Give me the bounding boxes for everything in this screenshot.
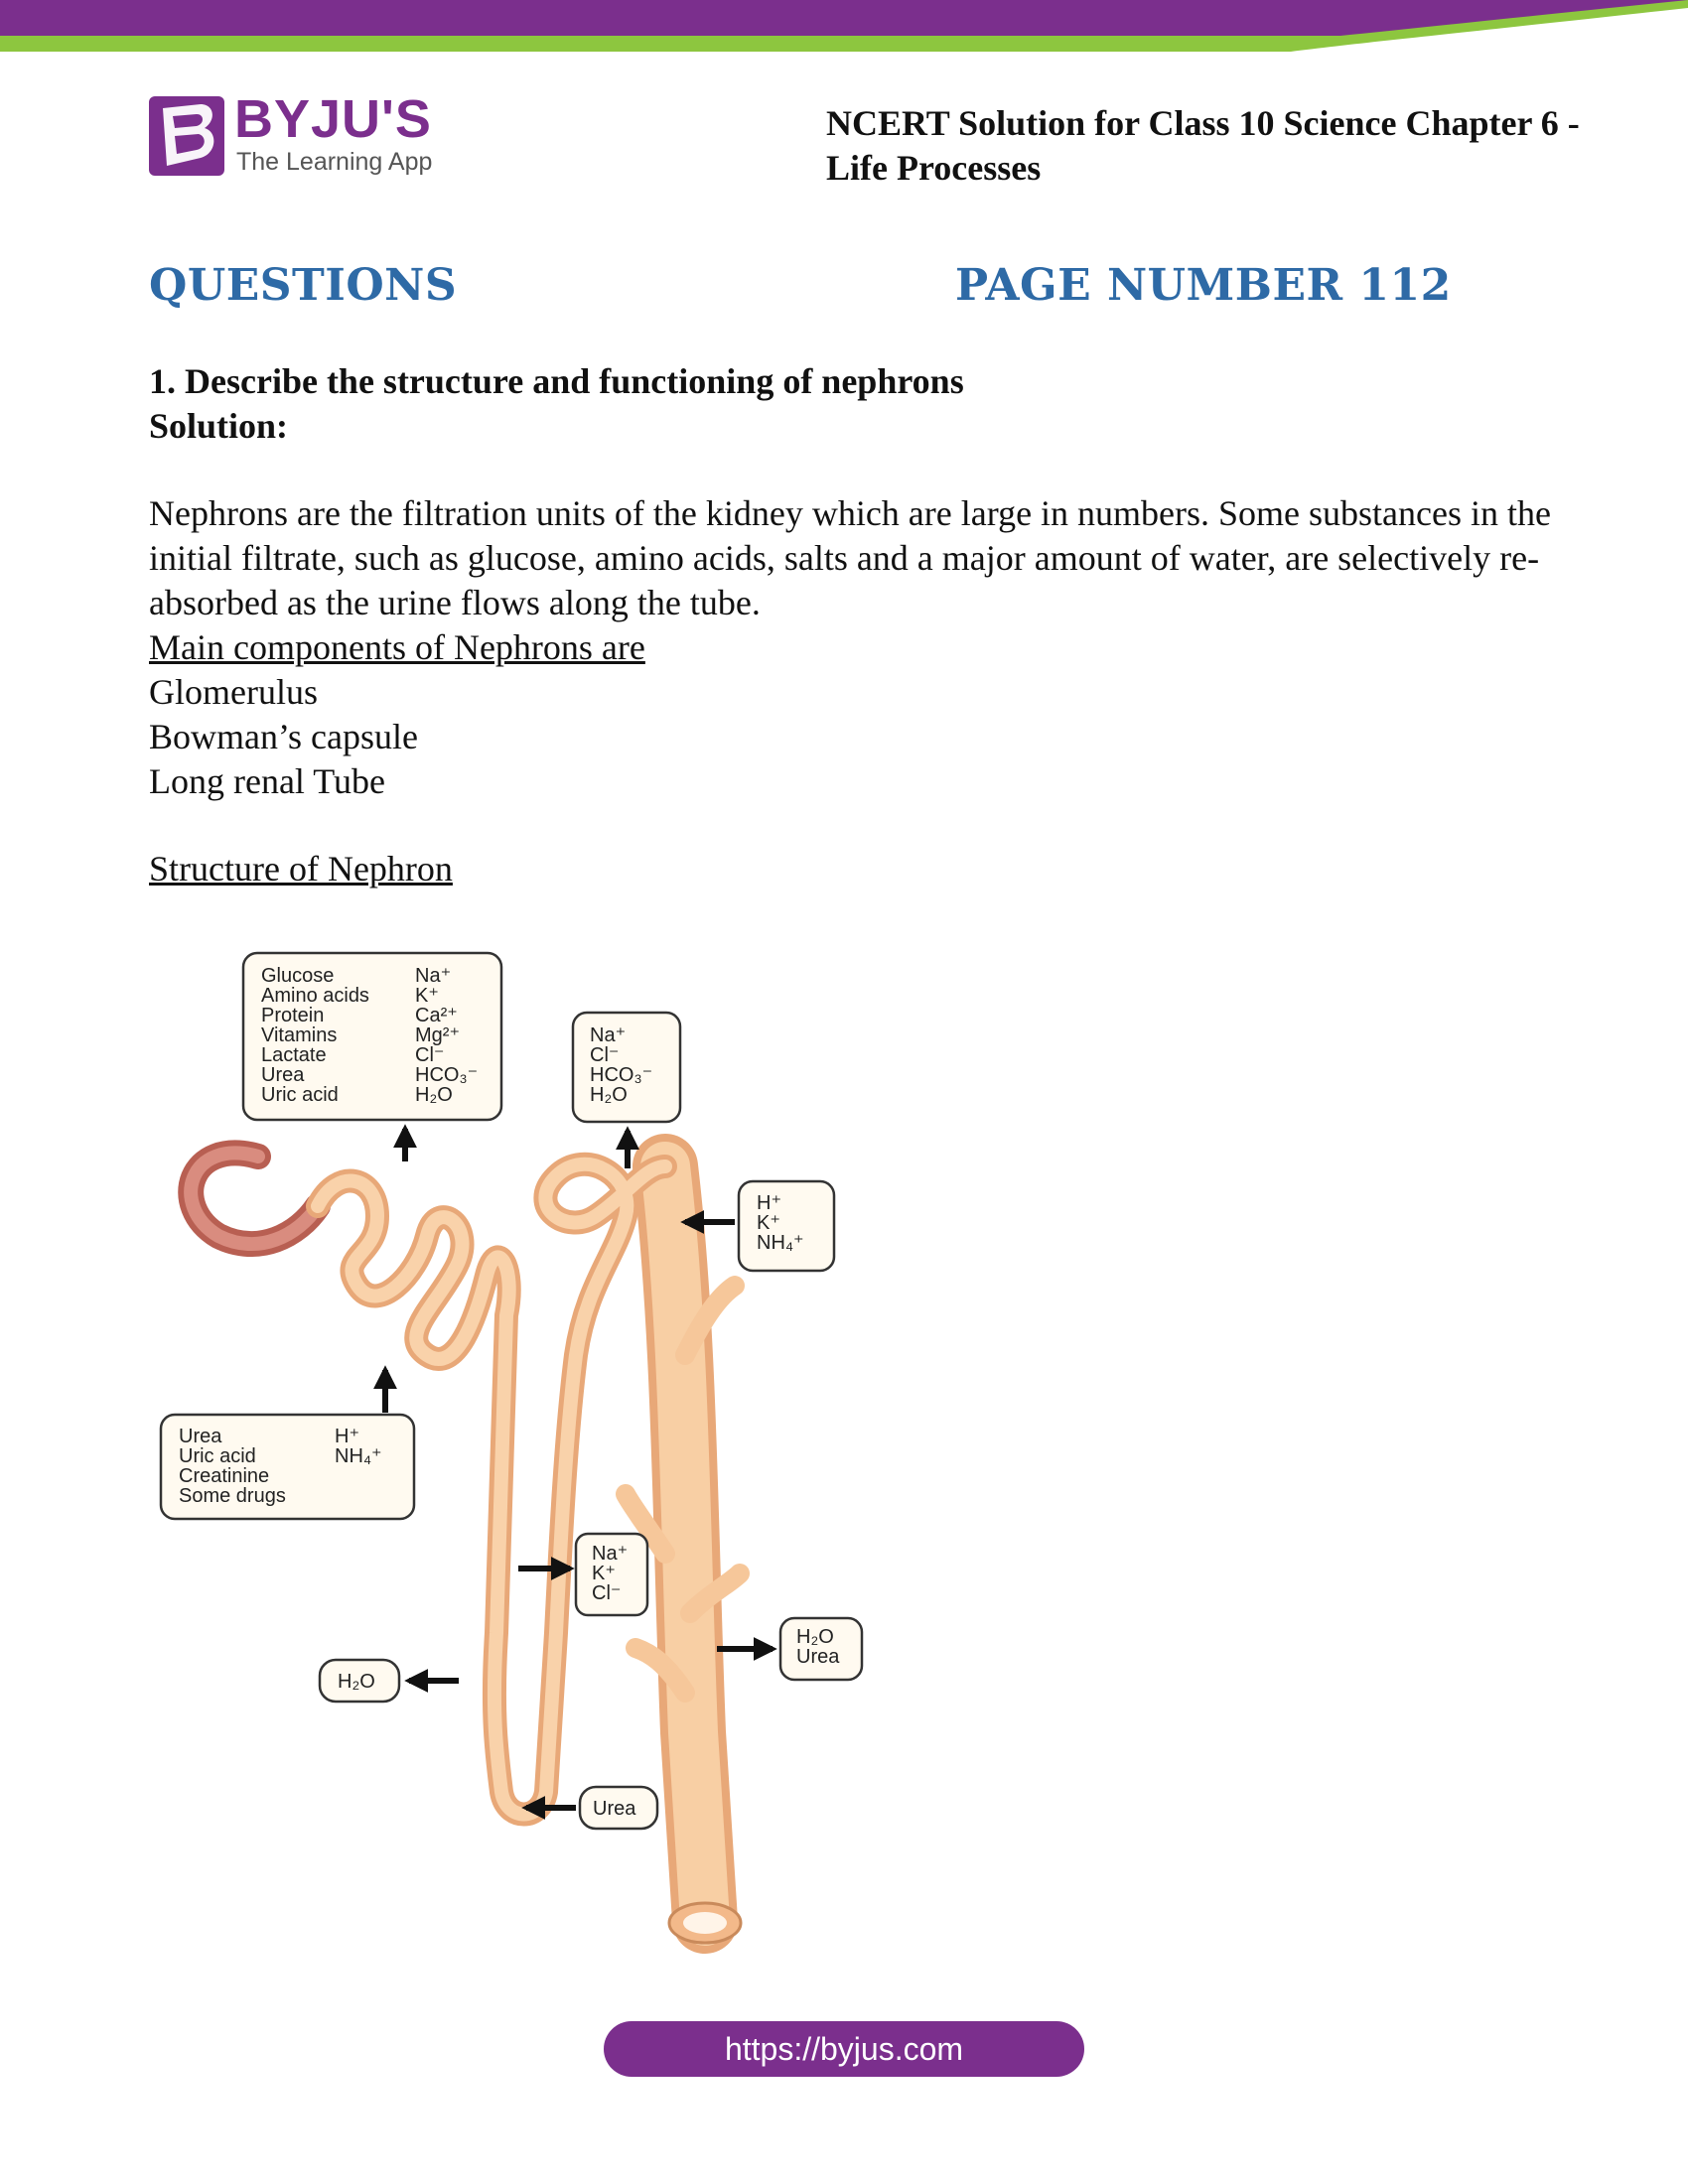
component-item: Long renal Tube [149, 761, 385, 801]
box3-ion: NH₄⁺ [757, 1232, 804, 1254]
box3-ion: H⁺ [757, 1192, 781, 1214]
secreted-ions-box [739, 1181, 834, 1271]
box2-ion: Cl⁻ [590, 1044, 620, 1066]
nephron-diagram [149, 938, 864, 1961]
box1-ion: Mg²⁺ [415, 1024, 460, 1046]
box1-label: Lactate [261, 1044, 327, 1066]
question-title: 1. Describe the structure and functioning of nephrons [149, 361, 964, 401]
box1-label: Vitamins [261, 1024, 338, 1046]
byjus-logo-icon [149, 96, 224, 176]
box6-label: Urea [796, 1646, 840, 1668]
box2-ion: HCO₃⁻ [590, 1064, 653, 1086]
box4-ion: H⁺ [335, 1426, 359, 1447]
box2-ion: H₂O [590, 1084, 628, 1106]
box4-label: Urea [179, 1426, 222, 1447]
box5-ion: Cl⁻ [592, 1582, 622, 1604]
footer-url-link[interactable]: https://byjus.com [604, 2021, 1084, 2077]
box1-ion: Cl⁻ [415, 1044, 445, 1066]
top-banner [0, 0, 1688, 60]
box1-label: Glucose [261, 965, 335, 987]
questions-heading: QUESTIONS [149, 260, 458, 311]
box8-label: Urea [593, 1798, 636, 1820]
box1-ion: HCO₃⁻ [415, 1064, 479, 1086]
box4-label: Uric acid [179, 1445, 256, 1467]
document-title-line2: Life Processes [826, 148, 1042, 188]
box1-label: Urea [261, 1064, 305, 1086]
box1-label: Amino acids [261, 985, 369, 1007]
box1-ion: K⁺ [415, 985, 439, 1007]
page-number-heading: PAGE NUMBER 112 [955, 260, 1452, 311]
box1-label: Protein [261, 1005, 325, 1026]
component-item: Bowman’s capsule [149, 717, 418, 756]
box3-ion: K⁺ [757, 1212, 780, 1234]
component-item: Glomerulus [149, 672, 318, 712]
box1-label: Uric acid [261, 1084, 339, 1106]
brand-tagline: The Learning App [236, 148, 433, 176]
box7-label: H₂O [338, 1671, 375, 1693]
document-title-line1: NCERT Solution for Class 10 Science Chapter 6 - [826, 103, 1580, 143]
box6-label: H₂O [796, 1626, 834, 1648]
components-heading: Main components of Nephrons are [149, 627, 645, 667]
box1-ion: Na⁺ [415, 965, 452, 987]
box1-ion: Ca²⁺ [415, 1005, 458, 1026]
box4-ion: NH₄⁺ [335, 1445, 382, 1467]
box2-ion: Na⁺ [590, 1024, 627, 1046]
box5-ion: K⁺ [592, 1563, 616, 1584]
document-title [826, 101, 1660, 191]
structure-heading: Structure of Nephron [149, 849, 453, 888]
solution-paragraph: Nephrons are the filtration units of the kidney which are large in numbers. Some substances in the initial filtrate, such as glucose, amino acids, salts and a major amount of water, are selectively re-absorbed as the urine flows along the tube. [149, 493, 1551, 622]
solution-label: Solution: [149, 406, 289, 446]
box5-ion: Na⁺ [592, 1543, 629, 1565]
box4-label: Some drugs [179, 1485, 286, 1507]
brand-name: BYJU'S [234, 89, 432, 149]
box4-label: Creatinine [179, 1465, 270, 1487]
box1-ion: H₂O [415, 1084, 453, 1106]
brand-logo[interactable] [149, 89, 447, 181]
